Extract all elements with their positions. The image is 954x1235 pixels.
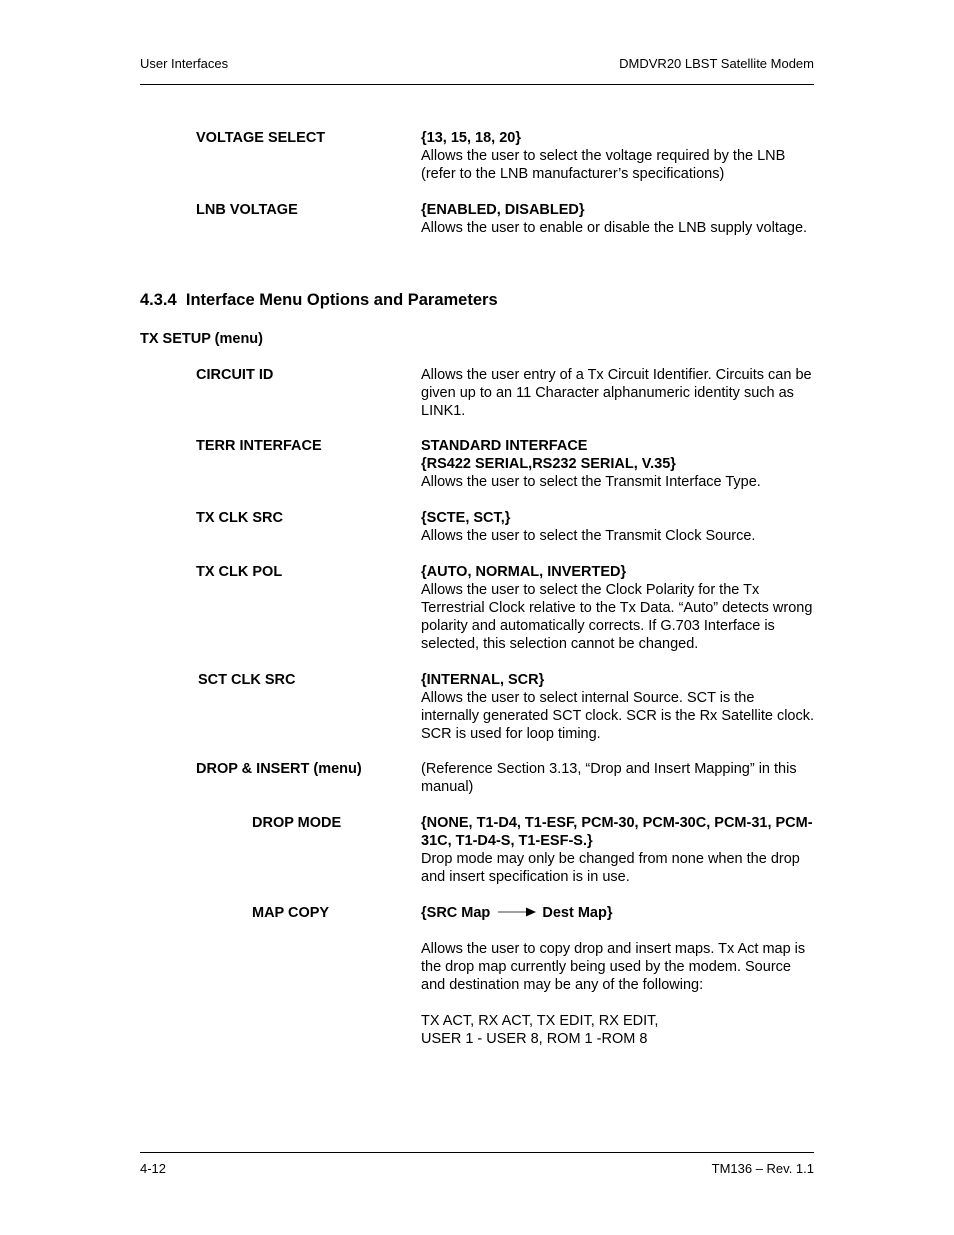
voltage-select-desc: [421, 129, 816, 183]
map-copy-desc: [421, 904, 816, 1048]
drop-mode-label: DROP MODE: [252, 815, 342, 831]
voltage-select-label: VOLTAGE SELECT: [196, 130, 326, 146]
terr-interface-label: TERR INTERFACE: [196, 438, 322, 454]
sct-clk-src-text: Allows the user to select internal Source. SCT is the internally generated SCT clock. SCR is the Rx Satellite clock. SCR is used for loop timing.: [421, 690, 815, 742]
terr-interface-options2: {RS422 SERIAL,RS232 SERIAL, V.35}: [421, 456, 676, 472]
circuit-id-desc: Allows the user entry of a Tx Circuit Identifier. Circuits can be given up to an 11 Character alphanumeric identity such as LINK1.: [421, 367, 812, 419]
map-copy-list-line2: USER 1 - USER 8, ROM 1 -ROM 8: [421, 1031, 648, 1047]
section-number: 4.3.4: [140, 291, 177, 309]
map-copy-options: [421, 904, 816, 922]
tx-clk-src-label: TX CLK SRC: [196, 510, 283, 526]
terr-interface-text: Allows the user to select the Transmit Interface Type.: [421, 474, 761, 490]
footer-page-number: 4-12: [140, 1161, 167, 1176]
sct-clk-src-options: {INTERNAL, SCR}: [421, 672, 545, 688]
map-copy-text: Allows the user to copy drop and insert maps. Tx Act map is the drop map currently being used by the modem. Source and destination may be any of the following:: [421, 941, 806, 993]
drop-mode-text: Drop mode may only be changed from none when the drop and insert specification is in use.: [421, 851, 800, 885]
section-heading: [140, 291, 498, 310]
tx-clk-src-text: Allows the user to select the Transmit Clock Source.: [421, 528, 756, 544]
footer-doc-revision: TM136 – Rev. 1.1: [711, 1161, 814, 1176]
header-left: User Interfaces: [140, 56, 229, 71]
tx-clk-pol-options: {AUTO, NORMAL, INVERTED}: [421, 564, 627, 580]
lnb-voltage-label: LNB VOLTAGE: [196, 202, 298, 218]
footer-rule: [140, 1152, 814, 1153]
terr-interface-desc: [421, 437, 816, 491]
map-copy-label: MAP COPY: [252, 905, 330, 921]
map-copy-dest: Dest Map}: [542, 905, 613, 921]
voltage-select-options: {13, 15, 18, 20}: [421, 130, 521, 146]
tx-clk-pol-label: TX CLK POL: [196, 564, 283, 580]
lnb-voltage-desc: [421, 201, 816, 237]
terr-interface-options1: STANDARD INTERFACE: [421, 438, 588, 454]
header-right: DMDVR20 LBST Satellite Modem: [619, 56, 814, 71]
tx-clk-src-options: {SCTE, SCT,}: [421, 510, 511, 526]
tx-clk-pol-text: Allows the user to select the Clock Polarity for the Tx Terrestrial Clock relative to the Tx Data. “Auto” detects wrong polarity and automatically corrects. If G.703 Interface is selected, this selection cannot be changed.: [421, 582, 813, 652]
drop-insert-label: DROP & INSERT (menu): [196, 761, 362, 777]
tx-clk-src-desc: [421, 509, 816, 545]
map-copy-src: {SRC Map: [421, 905, 491, 921]
tx-clk-pol-desc: [421, 563, 816, 653]
drop-mode-options: {NONE, T1-D4, T1-ESF, PCM-30, PCM-30C, PCM-31, PCM-31C, T1-D4-S, T1-ESF-S.}: [421, 815, 813, 849]
section-title: Interface Menu Options and Parameters: [185, 291, 498, 309]
map-copy-list-line1: TX ACT, RX ACT, TX EDIT, RX EDIT,: [421, 1013, 659, 1029]
sct-clk-src-label: SCT CLK SRC: [198, 672, 296, 688]
circuit-id-label: CIRCUIT ID: [196, 367, 274, 383]
drop-mode-desc: [421, 814, 816, 886]
tx-setup-menu-title: TX SETUP (menu): [140, 331, 263, 347]
header-rule: [140, 84, 814, 85]
voltage-select-text: Allows the user to select the voltage required by the LNB (refer to the LNB manufacturer’s specifications): [421, 148, 786, 182]
arrow-right-icon: [494, 907, 538, 917]
sct-clk-src-desc: [421, 671, 816, 743]
lnb-voltage-text: Allows the user to enable or disable the LNB supply voltage.: [421, 220, 808, 236]
lnb-voltage-options: {ENABLED, DISABLED}: [421, 202, 585, 218]
drop-insert-desc: (Reference Section 3.13, “Drop and Insert Mapping” in this manual): [421, 761, 797, 795]
